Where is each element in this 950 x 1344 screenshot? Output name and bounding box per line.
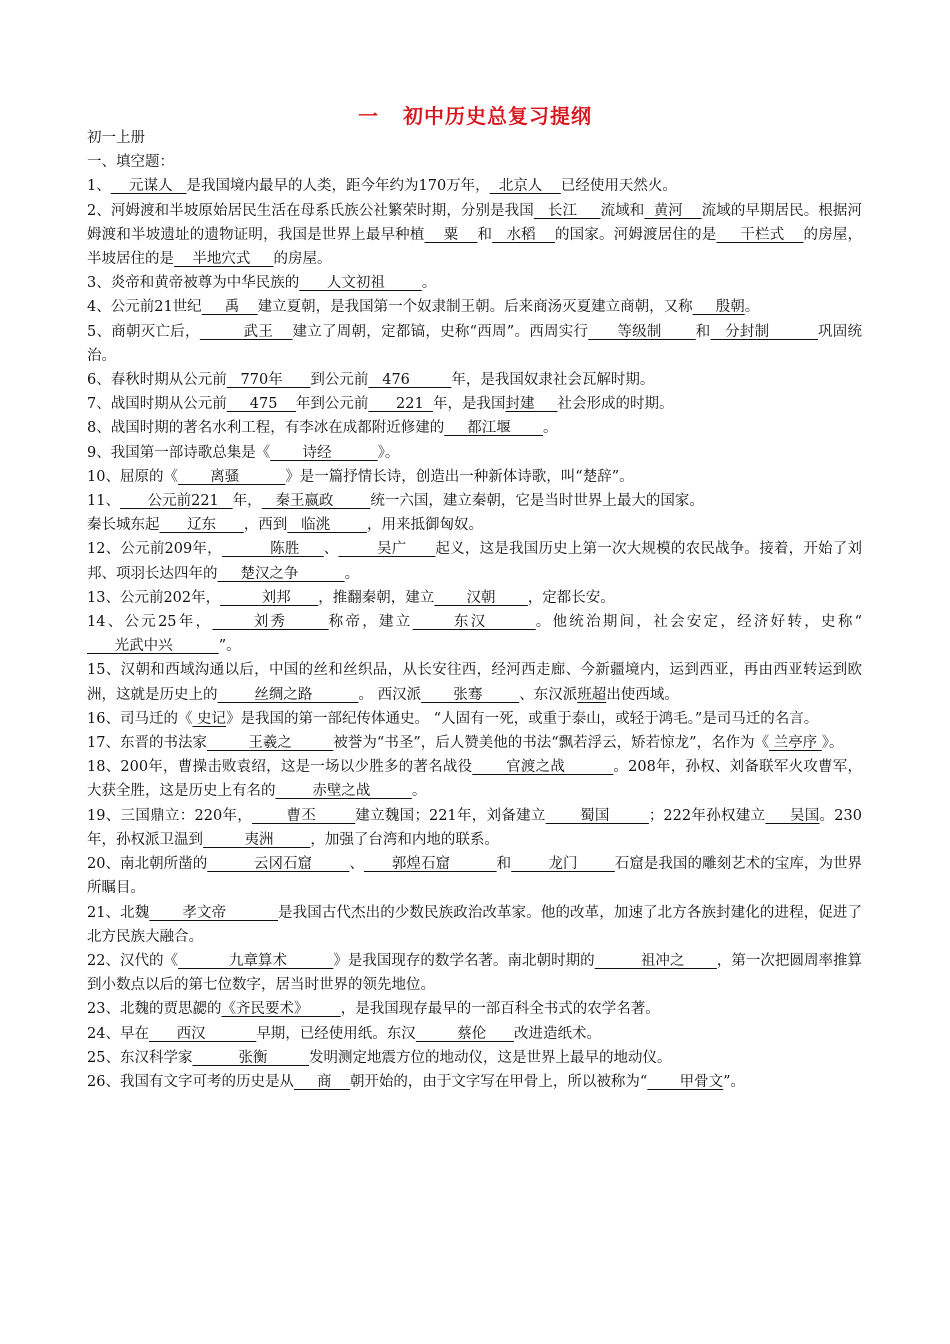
answer-blank: 班超 <box>577 686 607 703</box>
answer-blank: 刘秀 <box>212 614 329 631</box>
answer-blank: 刘邦 <box>220 589 319 606</box>
question-text: 秦长城东起 <box>87 517 160 534</box>
question-text: 统一六国，建立秦朝，它是当时世界上最大的国家。 <box>370 493 704 510</box>
question-text: 的房屋。 <box>273 251 332 268</box>
question-item <box>87 1070 862 1094</box>
question-text: 的房屋，半坡居住的是 <box>87 226 863 268</box>
question-item <box>87 901 862 949</box>
question-text: 。他统治期间，社会安定，经济好转，史称“ <box>535 614 863 631</box>
answer-blank: 辽东 <box>159 517 244 534</box>
page-title <box>0 100 950 129</box>
question-item <box>87 392 862 416</box>
question-text: 年， <box>232 493 262 510</box>
question-text: 年，是我国 <box>432 396 506 413</box>
answer-blank: 武王 <box>199 323 293 340</box>
question-text: 15、汉朝和西域沟通以后，中国的丝和丝织品，从长安往西，经河西走廊、今新疆境内，运到西亚，再由西亚转运到欧洲，这就是历史上的 <box>87 662 862 703</box>
answer-blank: 赤壁之战 <box>275 783 412 800</box>
question-item <box>87 949 862 997</box>
question-item <box>87 513 862 537</box>
answer-blank: 兰亭序 <box>769 735 822 752</box>
answer-blank: 陈胜 <box>221 541 324 558</box>
answer-blank: 476 <box>368 372 452 389</box>
answer-blank: 蔡伦 <box>415 1025 514 1042</box>
answer-blank: 公元前221 <box>119 493 233 510</box>
answer-blank: 张衡 <box>192 1049 310 1066</box>
question-text: 巩固统治。 <box>87 323 863 364</box>
question-text: 11、 <box>87 493 120 510</box>
question-item <box>87 174 862 198</box>
answer-blank: 郭煌石窟 <box>363 856 497 873</box>
answer-blank: 殷朝 <box>692 299 745 316</box>
answer-blank: 封建 <box>505 396 558 413</box>
answer-blank: 分封制 <box>710 323 819 340</box>
answer-blank: 475 <box>226 396 296 413</box>
question-text: 。 <box>421 275 437 292</box>
question-text: 5、商朝灭亡后， <box>87 323 200 340</box>
answer-blank: 九章算术 <box>178 952 334 969</box>
question-list <box>87 174 862 1094</box>
section-heading: 一、填空题： <box>87 154 174 171</box>
answer-blank: 人文初祖 <box>299 275 422 292</box>
question-item <box>87 707 862 731</box>
question-text: 、 <box>323 541 339 558</box>
question-item <box>87 368 862 392</box>
question-text: 》是我国现存的数学名著。南北朝时期的 <box>333 952 595 969</box>
question-text: 18、200年，曹操击败袁绍，这是一场以少胜多的著名战役 <box>87 759 473 776</box>
question-text: 年到公元前 <box>295 396 369 413</box>
answer-blank: 孝文帝 <box>149 904 278 921</box>
question-text: 。 <box>543 420 558 437</box>
question-text: 1、 <box>87 178 111 195</box>
question-text: 改进造纸术。 <box>513 1025 601 1042</box>
answer-blank: 张骞 <box>421 686 520 703</box>
answer-blank: 商 <box>293 1073 350 1090</box>
question-text: 社会形成的时期。 <box>557 396 674 413</box>
question-text: 、 <box>349 856 364 873</box>
answer-blank: 吴国 <box>765 807 820 824</box>
question-text: 10、屈原的《 <box>87 468 178 485</box>
question-text: ，用来抵御匈奴。 <box>367 517 484 534</box>
question-text: 石窟是我国的雕刻艺术的宝库，为世界所瞩目。 <box>87 856 863 897</box>
question-item <box>87 731 862 755</box>
question-item <box>87 295 862 319</box>
question-text: ，定都长安。 <box>527 589 615 606</box>
question-text: 24、早在 <box>87 1025 149 1042</box>
answer-blank: 龙门 <box>511 856 615 873</box>
question-item <box>87 465 862 489</box>
question-item <box>87 610 862 658</box>
answer-blank: 干栏式 <box>716 226 804 243</box>
answer-blank: 长江 <box>533 202 601 219</box>
question-item <box>87 1046 862 1070</box>
question-text: ，第一次把圆周率推算到小数点以后的第七位数字，居当时世界的领先地位。 <box>87 952 863 994</box>
book-label: 初一上册 <box>87 130 145 146</box>
question-text: 。230年，孙权派卫温到 <box>87 807 862 848</box>
answer-blank: 粟 <box>424 226 478 243</box>
answer-blank: 秦王嬴政 <box>261 493 371 510</box>
answer-blank: 丝绸之路 <box>217 686 359 703</box>
question-text: 、东汉派 <box>519 686 578 703</box>
answer-blank: 甲骨文 <box>647 1073 724 1090</box>
question-item <box>87 441 862 465</box>
question-text: ”。 <box>218 638 241 655</box>
question-text: ，西到 <box>243 517 288 534</box>
question-text: 25、东汉科学家 <box>87 1049 193 1066</box>
answer-blank: 都江堰 <box>444 420 544 437</box>
question-text: ；222年孙权建立 <box>648 807 766 824</box>
question-item <box>87 586 862 610</box>
answer-blank: 禹 <box>201 299 258 316</box>
question-text: 。 <box>344 565 360 582</box>
question-text: 被誉为“书圣”，后人赞美他的书法“飘若浮云，矫若惊龙”，名作为《 <box>333 735 770 752</box>
question-item <box>87 416 862 440</box>
answer-blank: 祖冲之 <box>594 952 717 969</box>
question-text: 20、南北朝所凿的 <box>87 856 208 873</box>
question-text: 26、我国有文字可考的历史是从 <box>87 1073 294 1090</box>
answer-blank: 曹丕 <box>252 807 356 824</box>
answer-blank: 221 <box>368 396 433 413</box>
question-text: 的国家。河姆渡居住的是 <box>555 226 717 243</box>
question-item <box>87 997 862 1021</box>
question-item <box>87 755 862 803</box>
question-text: 7、战国时期从公元前 <box>87 396 227 413</box>
question-item <box>87 804 862 852</box>
question-text: 流域和 <box>600 202 645 219</box>
question-text: 》。 <box>821 735 844 752</box>
question-text: 17、东晋的书法家 <box>87 735 207 752</box>
answer-blank: 官渡之战 <box>472 759 614 776</box>
outline-content <box>87 126 862 1094</box>
answer-blank: 水稻 <box>492 226 555 243</box>
question-text: 流域的早期居民。根据河姆渡和半坡遗址的遗物证明，我国是世界上最早种植 <box>87 202 863 243</box>
answer-blank: 蜀国 <box>545 807 649 824</box>
question-text: 14、公元25年， <box>87 614 213 631</box>
answer-blank: 光武中兴 <box>87 638 219 655</box>
question-text: 是我国境内最早的人类，距今年约为170万年， <box>186 178 490 195</box>
question-text: 16、司马迁的《 <box>87 710 193 727</box>
question-item <box>87 852 862 900</box>
question-text: 。 西汉派 <box>358 686 422 703</box>
question-text: ，加强了台湾和内地的联系。 <box>310 831 499 848</box>
question-text: 起义，这是我国历史上第一次大规模的农民战争。接着，开始了刘邦、项羽长达四年的 <box>87 541 862 582</box>
question-item <box>87 658 862 706</box>
answer-blank: 黄河 <box>644 202 702 219</box>
question-text: 出使西域。 <box>606 686 679 703</box>
question-text: 到公元前 <box>310 372 369 389</box>
question-text: ，是我国现存最早的一部百科全书式的农学名著。 <box>340 1001 660 1018</box>
answer-blank: 半地穴式 <box>174 251 274 268</box>
question-text: 9、我国第一部诗歌总集是《 <box>87 444 271 461</box>
answer-blank: 西汉 <box>148 1025 257 1042</box>
question-text: 2、河姆渡和半坡原始居民生活在母系氏族公社繁荣时期，分别是我国 <box>87 202 534 219</box>
answer-blank: 770年 <box>226 372 311 389</box>
answer-blank: 云冈石窟 <box>207 856 350 873</box>
question-text: 6、春秋时期从公元前 <box>87 372 227 389</box>
question-item <box>87 1022 862 1046</box>
answer-blank: 吴广 <box>338 541 436 558</box>
question-text: 已经使用天然火。 <box>560 178 677 195</box>
question-text: 发明测定地震方位的地动仪，这是世界上最早的地动仪。 <box>309 1049 672 1066</box>
question-text: 朝开始的，由于文字写在甲骨上，所以被称为“ <box>349 1073 648 1090</box>
question-item <box>87 271 862 295</box>
question-text: 年，是我国奴隶社会瓦解时期。 <box>451 372 655 389</box>
answer-blank: 东汉 <box>412 614 536 631</box>
question-text: 和 <box>477 226 493 243</box>
question-text: 建立夏朝，是我国第一个奴隶制王朝。后来商汤灭夏建立商朝，又称 <box>257 299 693 316</box>
question-item <box>87 320 862 368</box>
answer-blank: 临洮 <box>287 517 368 534</box>
answer-blank: 史记 <box>192 710 227 727</box>
question-item <box>87 199 862 272</box>
question-text: 19、三国鼎立：220年， <box>87 807 253 824</box>
question-text: 是我国古代杰出的少数民族政治改革家。他的改革，加速了北方各族封建化的进程，促进了北方民族大融合。 <box>87 904 863 945</box>
answer-blank: 离骚 <box>177 468 286 485</box>
question-text: 12、公元前209年， <box>87 541 222 558</box>
answer-blank: 诗经 <box>270 444 378 461</box>
question-text: 13、公元前202年， <box>87 589 221 606</box>
answer-blank: 等级制 <box>588 323 696 340</box>
question-text: 》是一篇抒情长诗，创造出一种新体诗歌，叫“楚辞”。 <box>285 468 634 485</box>
question-text: ”。 <box>723 1073 746 1090</box>
question-text: 。208年，孙权、刘备联军火攻曹军，大获全胜，这是历史上有名的 <box>87 759 862 800</box>
question-text: 23、北魏的贾思勰的 <box>87 1001 222 1018</box>
question-text: 。 <box>411 783 427 800</box>
question-text: 4、公元前21世纪 <box>87 299 202 316</box>
question-item <box>87 537 862 585</box>
question-text: 建立了周朝，定都镐，史称“西周”。西周实行 <box>292 323 589 340</box>
question-text: 21、北魏 <box>87 904 150 921</box>
answer-blank: 楚汉之争 <box>217 565 345 582</box>
question-text: ，推翻秦朝，建立 <box>318 589 435 606</box>
question-item <box>87 489 862 513</box>
question-text: 早期，已经使用纸。东汉 <box>256 1025 416 1042</box>
question-text: 。 <box>744 299 760 316</box>
title-text: 初中历史总复习提纲 <box>403 104 592 128</box>
title-number: 一 <box>358 104 379 128</box>
question-text: 》。 <box>377 444 400 461</box>
question-text: 称帝，建立 <box>328 614 413 631</box>
question-text: 建立魏国；221年，刘备建立 <box>355 807 546 824</box>
question-text: 和 <box>496 856 512 873</box>
answer-blank: 王羲之 <box>206 735 334 752</box>
question-text: 8、战国时期的著名水利工程，有李冰在成都附近修建的 <box>87 420 445 437</box>
answer-blank: 《齐民要术》 <box>221 1001 341 1018</box>
question-text: 和 <box>695 323 711 340</box>
question-text: 22、汉代的《 <box>87 952 179 969</box>
answer-blank: 夷洲 <box>203 831 311 848</box>
answer-blank: 汉朝 <box>434 589 528 606</box>
question-text: 3、炎帝和黄帝被尊为中华民族的 <box>87 275 300 292</box>
answer-blank: 元谋人 <box>110 178 187 195</box>
question-text: 》是我国的第一部纪传体通史。 “人固有一死，或重于泰山，或轻于鸿毛。”是司马迁的名言。 <box>226 710 819 727</box>
answer-blank: 北京人 <box>489 178 561 195</box>
